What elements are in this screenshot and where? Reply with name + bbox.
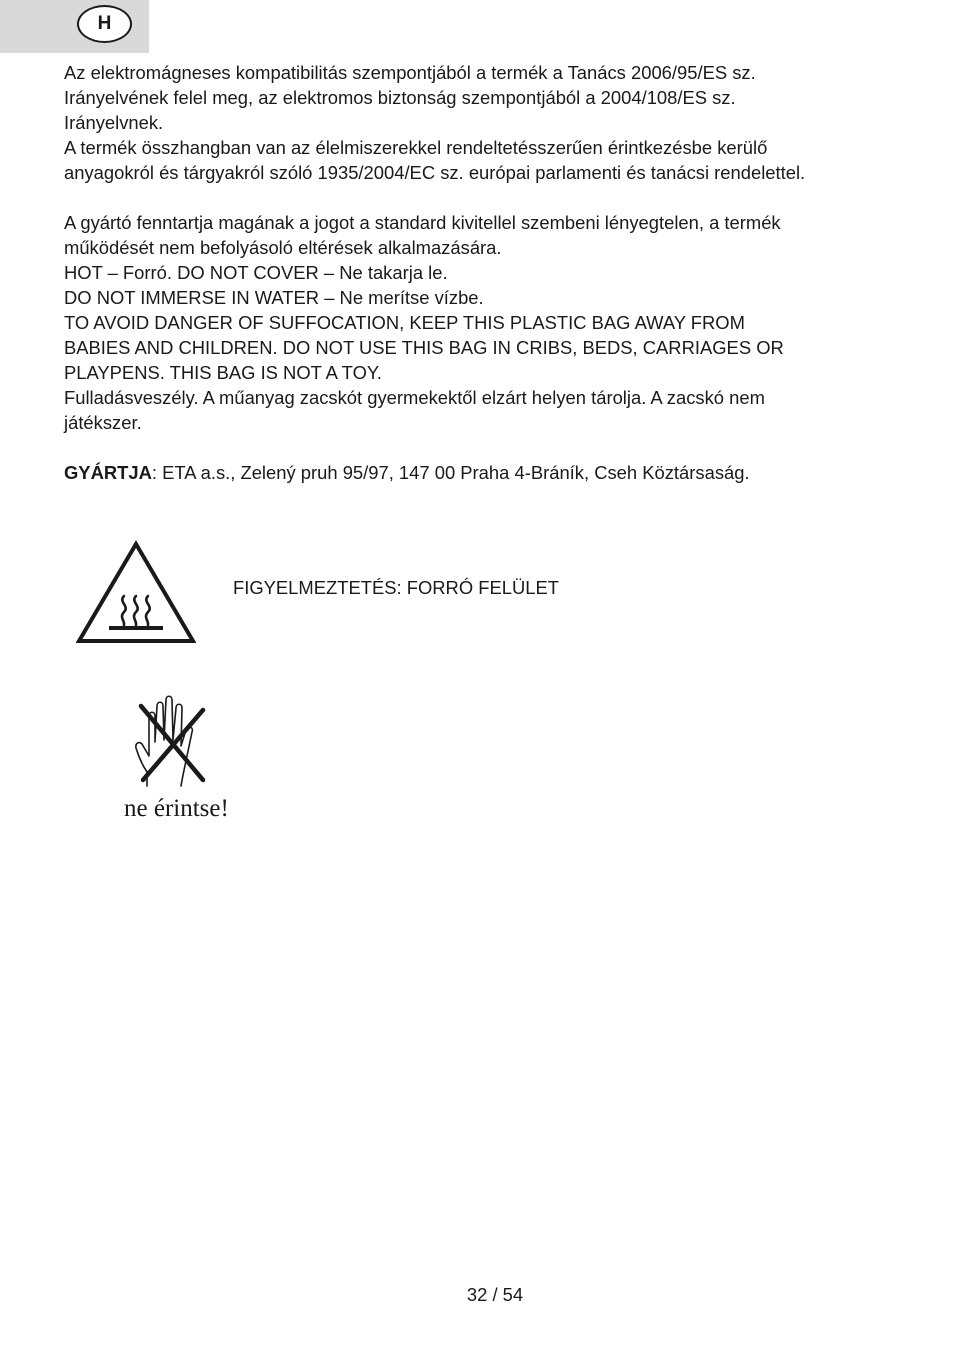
text-line: A termék összhangban van az élelmiszerekkel rendeltetésszerűen érintkezésbe kerülő [64,137,768,158]
hot-surface-caption: FIGYELMEZTETÉS: FORRÓ FELÜLET [233,577,559,598]
manufacturer-label: GYÁRTJA [64,462,152,483]
hot-surface-warning-icon [76,540,196,644]
manufacturer-line [64,460,914,485]
do-not-touch-caption: ne érintse! [124,795,229,822]
text-line: TO AVOID DANGER OF SUFFOCATION, KEEP THIS PLASTIC BAG AWAY FROM [64,312,745,333]
text-line: anyagokról és tárgyakról szóló 1935/2004/EC sz. európai parlamenti és tanácsi rendelettel. [64,162,806,183]
text-line: BABIES AND CHILDREN. DO NOT USE THIS BAG IN CRIBS, BEDS, CARRIAGES OR [64,337,784,358]
do-not-touch-icon [133,694,209,790]
text-line: PLAYPENS. THIS BAG IS NOT A TOY. [64,362,382,383]
text-line: Irányelvnek. [64,112,164,133]
text-line: DO NOT IMMERSE IN WATER – Ne merítse vízbe. [64,287,484,308]
page-number: 32 / 54 [466,1284,524,1305]
text-line: A gyártó fenntartja magának a jogot a standard kivitellel szembeni lényegtelen, a termék [64,212,781,233]
language-badge: H [77,5,132,43]
language-tab [0,0,149,53]
text-line: működését nem befolyásoló eltérések alkalmazására. [64,237,502,258]
text-line: játékszer. [64,412,142,433]
text-line: Az elektromágneses kompatibilitás szempontjából a termék a Tanács 2006/95/ES sz. [64,62,756,83]
document-body [64,60,914,485]
manufacturer-address: : ETA a.s., Zelený pruh 95/97, 147 00 Praha 4-Bráník, Cseh Köztársaság. [151,462,750,483]
text-line: Irányelvének felel meg, az elektromos biztonság szempontjából a 2004/108/ES sz. [64,87,736,108]
text-line: HOT – Forró. DO NOT COVER – Ne takarja le. [64,262,448,283]
text-line: Fulladásveszély. A műanyag zacskót gyermekektől elzárt helyen tárolja. A zacskó nem [64,387,765,408]
